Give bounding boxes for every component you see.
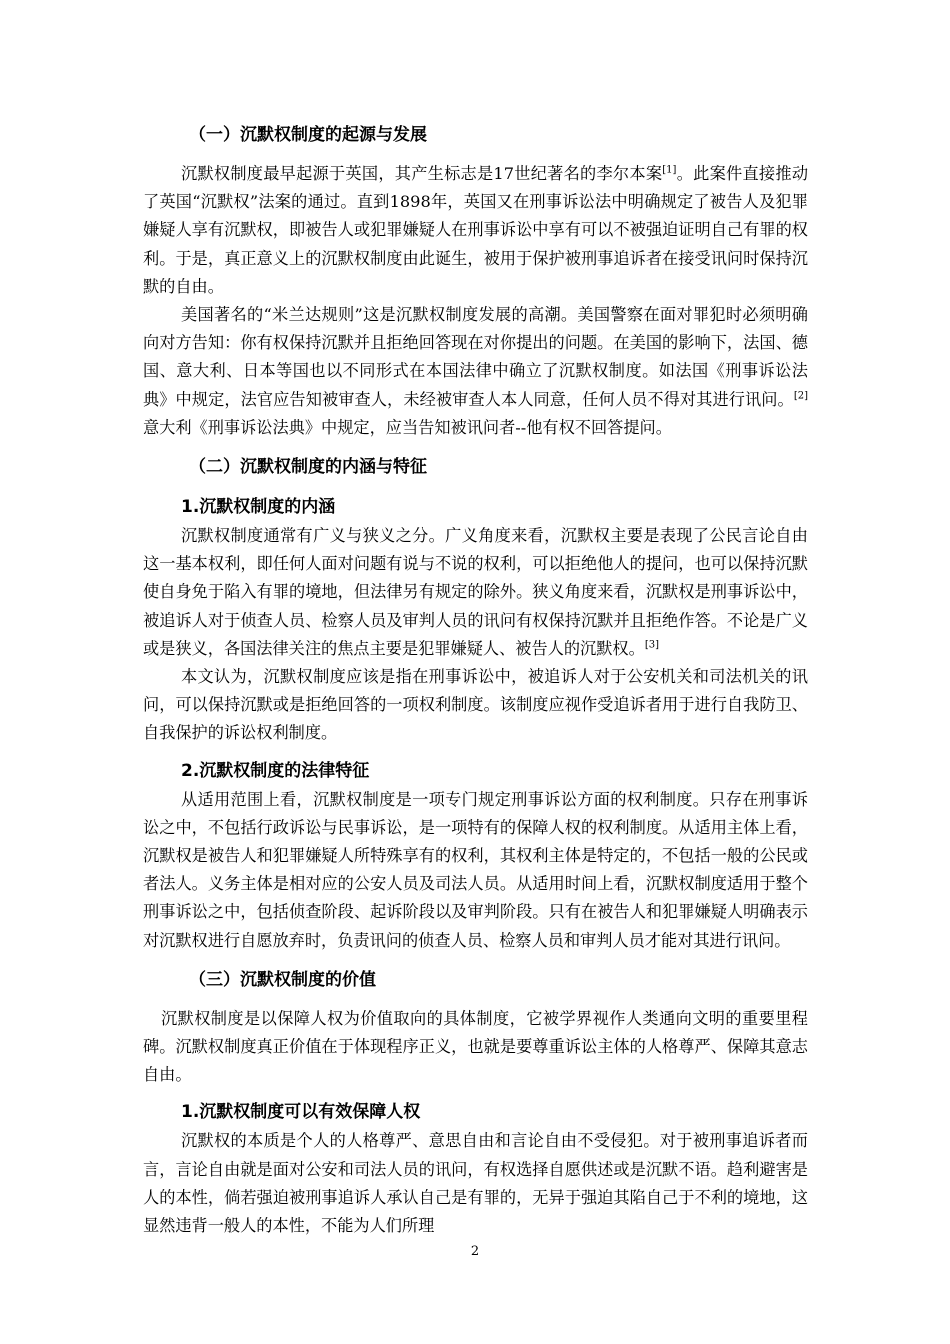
- paragraph-text: 。此案件直接推动了英国“沉默权”法案的通过。直到1898年，英国又在刑事诉讼法中明确规定了被告人及犯罪嫌疑人享有沉默权，即被告人或犯罪嫌疑人在刑事诉讼中享有可以不被强迫证明自己有罪的权利。于是，真正意义上的沉默权制度由此诞生，被用于保护被刑事追诉者在接受讯问时保持沉默的自由。: [143, 164, 809, 296]
- citation-ref: [2]: [793, 390, 808, 402]
- citation-ref: [1]: [662, 164, 677, 176]
- paragraph-text: 沉默权制度最早起源于英国，其产生标志是17世纪著名的李尔本案: [181, 164, 663, 183]
- section-heading-value: （三）沉默权制度的价值: [189, 969, 376, 990]
- citation-ref: [3]: [644, 639, 659, 651]
- paragraph-connotation-1: [143, 522, 808, 663]
- paragraph-text: 沉默权制度通常有广义与狭义之分。广义角度来看，沉默权主要是表现了公民言论自由这一基本权利，即任何人面对问题有说与不说的权利，可以拒绝他人的提问，也可以保持沉默使自身免于陷入有罪的境地，但法律另有规定的除外。狭义角度来看，沉默权是刑事诉讼中，被追诉人对于侦查人员、检察人员及审判人员的讯问有权保持沉默并且拒绝作答。不论是广义或是狭义，各国法律关注的焦点主要是犯罪嫌疑人、被告人的沉默权。: [143, 526, 808, 658]
- paragraph-connotation-2: 本文认为，沉默权制度应该是指在刑事诉讼中，被追诉人对于公安机关和司法机关的讯问，可以保持沉默或是拒绝回答的一项权利制度。该制度应视作受追诉者用于进行自我防卫、自我保护的诉讼权利制度。: [143, 667, 808, 743]
- document-body: [143, 118, 808, 1240]
- page-number: 2: [470, 1244, 480, 1259]
- paragraph-origin-1: [143, 160, 808, 301]
- section-heading-origin: （一）沉默权制度的起源与发展: [189, 125, 427, 145]
- paragraph-human-rights: 沉默权的本质是个人的人格尊严、意思自由和言论自由不受侵犯。对于被刑事追诉者而言，言论自由就是面对公安和司法人员的讯问，有权选择自愿供述或是沉默不语。趋利避害是人的本性，倘若强迫被刑事追诉人承认自己是有罪的，无异于强迫其陷自己于不利的境地，这显然违背一般人的本性，不能为人们所理: [143, 1131, 808, 1236]
- subsection-heading-legal-features: 2.沉默权制度的法律特征: [181, 760, 370, 781]
- subsection-heading-human-rights: 1.沉默权制度可以有效保障人权: [181, 1102, 421, 1123]
- paragraph-text: 美国著名的“米兰达规则”这是沉默权制度发展的高潮。美国警察在面对罪犯时必须明确向对方告知：你有权保持沉默并且拒绝回答现在对你提出的问题。在美国的影响下，法国、德国、意大利、日本等国也以不同形式在本国法律中确立了沉默权制度。如法国《刑事诉讼法典》中规定，法官应告知被审查人，未经被审查人本人同意，任何人员不得对其进行讯问。: [143, 305, 808, 409]
- paragraph-text: 意大利《刑事诉讼法典》中规定，应当告知被讯问者--他有权不回答提问。: [143, 417, 672, 437]
- section-heading-connotation: （二）沉默权制度的内涵与特征: [189, 457, 427, 478]
- paragraph-legal-features: 从适用范围上看，沉默权制度是一项专门规定刑事诉讼方面的权利制度。只存在刑事诉讼之中，不包括行政诉讼与民事诉讼，是一项特有的保障人权的权利制度。从适用主体上看，沉默权是被告人和犯罪嫌疑人所特殊享有的权利，其权利主体是特定的，不包括一般的公民或者法人。义务主体是相对应的公安人员及司法人员。从适用时间上看，沉默权制度适用于整个刑事诉讼之中，包括侦查阶段、起诉阶段以及审判阶段。只有在被告人和犯罪嫌疑人明确表示对沉默权进行自愿放弃时，负责讯问的侦查人员、检察人员和审判人员才能对其进行讯问。: [143, 789, 808, 950]
- subsection-heading-connotation: 1.沉默权制度的内涵: [181, 497, 336, 518]
- paragraph-value-intro: 沉默权制度是以保障人权为价值取向的具体制度，它被学界视作人类通向文明的重要里程碑。沉默权制度真正价值在于体现程序正义，也就是要尊重诉讼主体的人格尊严、保障其意志自由。: [143, 1008, 808, 1085]
- paragraph-origin-2: [143, 301, 808, 442]
